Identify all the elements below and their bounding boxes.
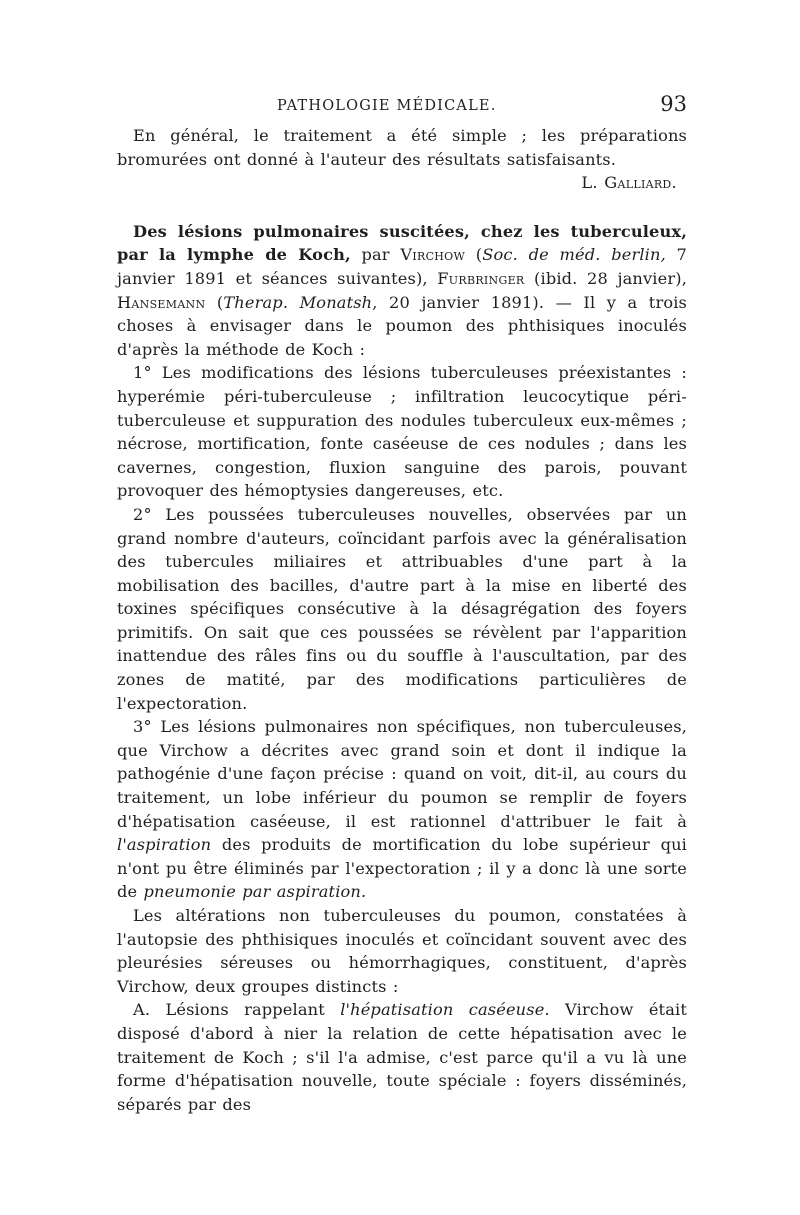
paragraph-item-3 [117, 715, 687, 904]
text-par: par [350, 245, 401, 265]
paraA-text-b: Virchow était disposé d'abord à nier la relation de cette hépatisation avec le traitement de Koch ; s'il l'a admise, c'est parce qu'il a vu là une forme d'hépatisation nouvelle, toute spéciale : foyers disséminés, séparés par des [117, 1000, 687, 1114]
author-hansemann: Hansemann [117, 292, 206, 312]
item3-em-aspiration: l'aspiration [117, 835, 212, 855]
running-head [117, 92, 687, 124]
author-virchow: Virchow [400, 245, 466, 265]
author-furbringer: Furbringer [437, 268, 525, 288]
item3-text-a: 3° Les lésions pulmonaires non spécifiques, non tuberculeuses, que Virchow a décrites avec grand soin et dont il indique la pathogénie d'une façon précise : quand on voit, dit-il, au cours du traitement, un lobe inférieur du poumon se remplir de foyers d'hépatisation caséeuse, il est rationnel d'attribuer le fait à [117, 717, 687, 831]
signature: L. Galliard. [581, 173, 677, 193]
paragraph-item-1: 1° Les modifications des lésions tuberculeuses préexistantes : hyperémie péri-tuberculeuse ; infiltration leucocytique péri-tuberculeuse et suppuration des nodules tuberculeux eux-mêmes ; nécrose, mortification, fonte caséeuse de ces nodules ; dans les cavernes, congestion, fluxion sanguine des parois, pouvant provoquer des hémoptysies dangereuses, etc. [117, 363, 687, 501]
body-text [117, 124, 687, 1116]
paragraph-alterations: Les altérations non tuberculeuses du poumon, constatées à l'autopsie des phthisiques inoculés et coïncidant souvent avec des pleurésies séreuses ou hémorrhagiques, constituent, d'après Virchow, deux groupes distincts : [117, 906, 687, 996]
text-ref3-open: ( [205, 292, 224, 312]
paragraph-A [117, 998, 687, 1116]
paraA-em-hepatisation: l'hépatisation caséeuse. [340, 1000, 550, 1020]
running-title: PATHOLOGIE MÉDICALE. [277, 98, 497, 114]
text-ref3-rest: , 20 janvier 1891). — Il y a trois choses à envisager dans le poumon des phthisiques inoculés d'après la méthode de Koch : [117, 292, 688, 359]
page-number: 93 [660, 92, 687, 116]
paragraph-article-heading [117, 220, 687, 362]
text-ref2: (ibid. 28 janvier), [524, 268, 687, 288]
section-gap [117, 195, 687, 220]
book-page [117, 92, 687, 1116]
item3-em-pneumonie: pneumonie par aspiration. [143, 882, 367, 902]
journal-ref1: Soc. de méd. berlin, [482, 245, 666, 265]
journal-ref3: Therap. Monatsh [223, 292, 373, 312]
paragraph-treatment: En général, le traitement a été simple ; les préparations bromurées ont donné à l'auteur des résultats satisfaisants. [117, 126, 687, 169]
item3-text-b: des produits de mortification du lobe supérieur qui n'ont pu être éliminés par l'expectoration ; il y a donc là une sorte de [117, 835, 687, 902]
article-title: Des lésions pulmonaires suscitées, chez les tuberculeux, par la lymphe de Koch, [117, 221, 687, 265]
paraA-text-a: A. Lésions rappelant [133, 1000, 341, 1020]
text-ref1-open: ( [465, 245, 483, 265]
paragraph-item-2: 2° Les poussées tuberculeuses nouvelles, observées par un grand nombre d'auteurs, coïncidant parfois avec la généralisation des tubercules miliaires et attribuables d'une part à la mobilisation des bacilles, d'autre part à la mise en liberté des toxines spécifiques consécutive à la désagrégation des foyers primitifs. On sait que ces poussées se révèlent par l'apparition inattendue des râles fins ou du souffle à l'auscultation, par des zones de matité, par des modifications particulières de l'expectoration. [117, 504, 687, 713]
text-ref1-rest: 7 janvier 1891 et séances suivantes), [117, 245, 687, 288]
